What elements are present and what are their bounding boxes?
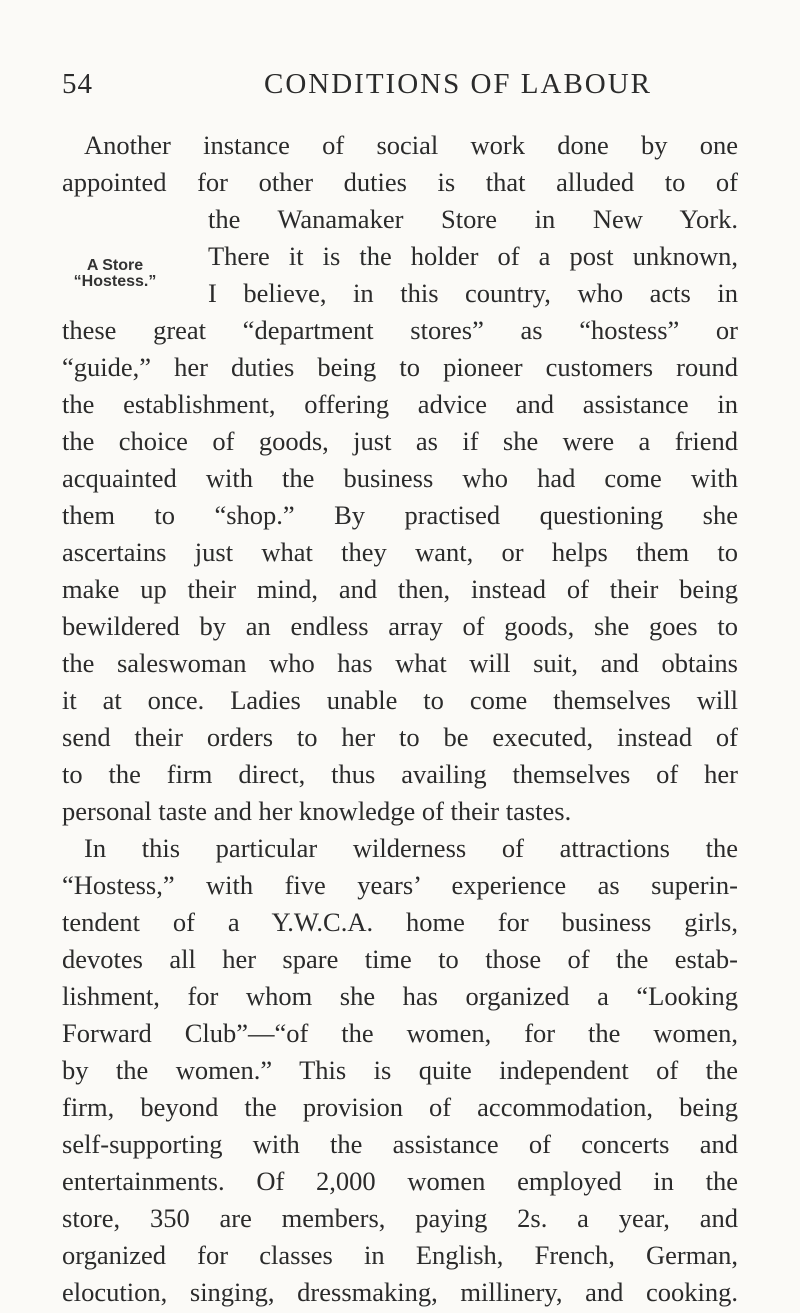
text-line: these great “department stores” as “hostess” or <box>62 315 738 345</box>
text-line: the Wanamaker Store in New York. <box>208 204 738 234</box>
text-line: send their orders to her to be executed, instead of <box>62 722 738 752</box>
text-line: the choice of goods, just as if she were a friend <box>62 426 738 456</box>
text-line: I believe, in this country, who acts in <box>208 278 738 308</box>
text-line: In this particular wilderness of attractions the <box>84 833 738 863</box>
text-line: personal taste and her knowledge of their tastes. <box>62 796 572 826</box>
running-title: CONDITIONS OF LABOUR <box>264 68 653 100</box>
page-number: 54 <box>62 68 93 100</box>
text-line: ascertains just what they want, or helps them to <box>62 537 738 567</box>
text-line: firm, beyond the provision of accommodation, being <box>62 1092 738 1122</box>
text-line: bewildered by an endless array of goods, she goes to <box>62 611 738 641</box>
margin-note <box>60 258 170 290</box>
text-line: by the women.” This is quite independent of the <box>62 1055 738 1085</box>
running-head <box>0 68 800 108</box>
text-line: organized for classes in English, French, German, <box>62 1240 738 1270</box>
text-line: it at once. Ladies unable to come themselves will <box>62 685 738 715</box>
margin-note-line: A Store <box>86 257 144 274</box>
text-line: entertainments. Of 2,000 women employed in the <box>62 1166 738 1196</box>
text-line: to the firm direct, thus availing themselves of her <box>62 759 738 789</box>
text-line: make up their mind, and then, instead of their being <box>62 574 738 604</box>
text-line: tendent of a Y.W.C.A. home for business girls, <box>62 907 738 937</box>
text-line: devotes all her spare time to those of the estab- <box>62 944 738 974</box>
text-line: Another instance of social work done by one <box>84 130 738 160</box>
text-line: lishment, for whom she has organized a “Looking <box>62 981 738 1011</box>
text-line: the saleswoman who has what will suit, and obtains <box>62 648 738 678</box>
text-line: There it is the holder of a post unknown, <box>208 241 738 271</box>
text-line: them to “shop.” By practised questioning she <box>62 500 738 530</box>
text-line: self-supporting with the assistance of concerts and <box>62 1129 738 1159</box>
text-line: Forward Club”—“of the women, for the women, <box>62 1018 738 1048</box>
text-line: “guide,” her duties being to pioneer customers round <box>62 352 738 382</box>
text-line: elocution, singing, dressmaking, millinery, and cooking. <box>62 1277 738 1307</box>
text-line: “Hostess,” with five years’ experience as superin- <box>62 870 738 900</box>
margin-note-line: “Hostess.” <box>73 273 157 290</box>
text-line: the establishment, offering advice and assistance in <box>62 389 738 419</box>
text-line: acquainted with the business who had come with <box>62 463 738 493</box>
text-line: appointed for other duties is that alluded to of <box>62 167 738 197</box>
text-line: store, 350 are members, paying 2s. a year, and <box>62 1203 738 1233</box>
